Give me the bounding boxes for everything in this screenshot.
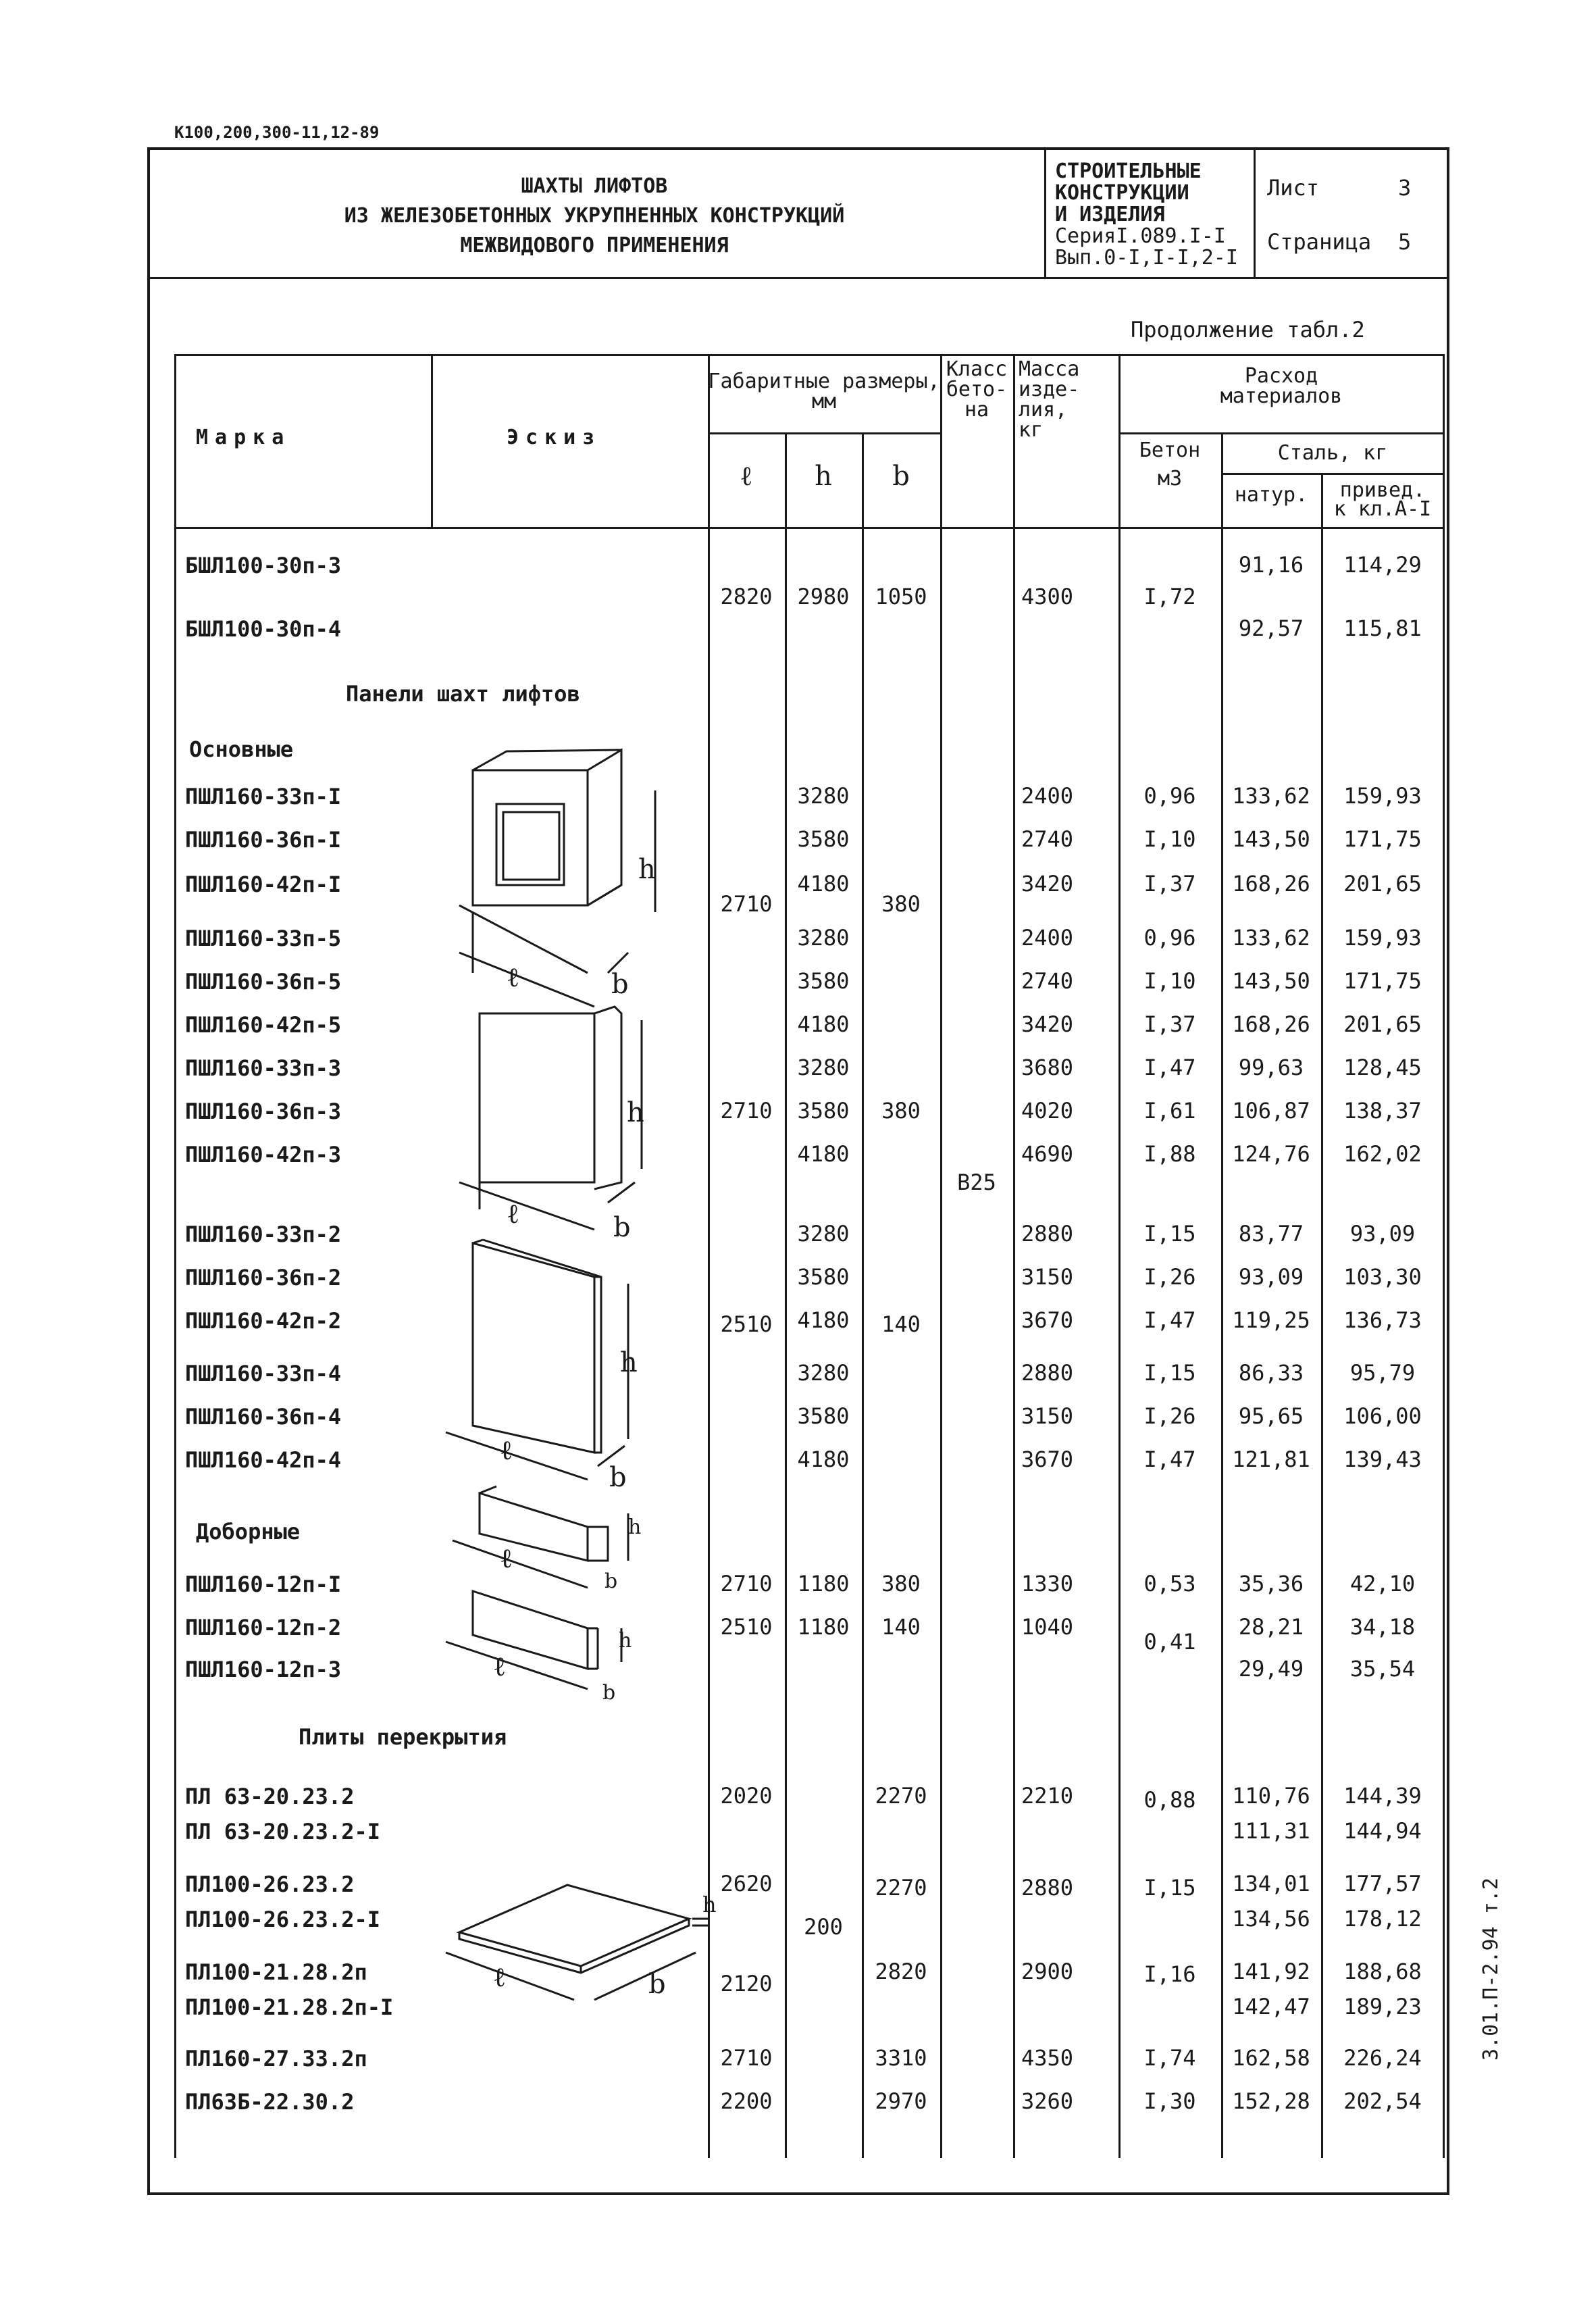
merged-cell-conc: I,16 (1143, 1961, 1196, 1987)
row-mark: БШЛ100-30п-4 (185, 616, 342, 642)
svg-text:h: h (628, 1515, 642, 1539)
cell-nat: 133,62 (1232, 783, 1310, 809)
cell-red: 128,45 (1343, 1055, 1422, 1080)
row-mark: ПШЛ160-36п-2 (185, 1265, 342, 1290)
svg-text:h: h (702, 1892, 717, 1917)
cell-nat: 143,50 (1232, 968, 1310, 994)
cell-nat: 152,28 (1232, 2088, 1310, 2114)
cell-nat: 111,31 (1232, 1818, 1310, 1844)
cell-nat: 162,58 (1232, 2045, 1310, 2071)
cell-nat: 35,36 (1238, 1571, 1304, 1596)
cell-red: 139,43 (1343, 1447, 1422, 1472)
merged-cell-b: 2270 (875, 1875, 927, 1901)
cell-red: 114,29 (1343, 552, 1422, 578)
header-mass-line-4: кг (1019, 418, 1044, 442)
cell-h: 3280 (797, 1221, 850, 1247)
header-mass (1013, 359, 1118, 441)
cell-h: 3580 (797, 1403, 850, 1429)
cell-nat: 28,21 (1238, 1614, 1304, 1640)
section-additional: Доборные (196, 1519, 301, 1544)
cell-l: 2200 (720, 2088, 773, 2114)
row-mark: ПШЛ160-36п-I (185, 827, 342, 853)
cell-nat: 133,62 (1232, 925, 1310, 951)
row-mark: ПШЛ160-42п-5 (185, 1012, 342, 1038)
sheet-label: Лист (1267, 175, 1320, 201)
merged-cell-b: 380 (881, 891, 921, 917)
svg-text:b: b (613, 1212, 631, 1243)
title-divider-1 (1044, 147, 1046, 277)
continuation-note: Продолжение табл.2 (1131, 317, 1365, 343)
cell-nat: 143,50 (1232, 826, 1310, 852)
merged-cell-b: 140 (881, 1614, 921, 1640)
header-reduced-line-2: к кл.А-I (1333, 497, 1432, 521)
cell-mass: 3150 (1021, 1403, 1074, 1429)
series-line-1: СТРОИТЕЛЬНЫЕ (1055, 159, 1202, 183)
merged-cell-mass: 2900 (1021, 1959, 1074, 1984)
cell-h: 4180 (797, 1011, 850, 1037)
cell-conc: I,37 (1143, 1011, 1196, 1037)
cell-red: 188,68 (1343, 1959, 1422, 1984)
header-reduced (1321, 478, 1444, 521)
page-label: Страница (1267, 229, 1372, 255)
row-mark: ПЛ 63-20.23.2-I (185, 1819, 380, 1844)
cell-nat: 168,26 (1232, 871, 1310, 897)
svg-text:b: b (648, 1969, 666, 2000)
cell-nat: 142,47 (1232, 1994, 1310, 2019)
svg-text:ℓ: ℓ (507, 962, 520, 993)
row-mark: ПШЛ160-33п-5 (185, 926, 342, 951)
merged-cell-conc: 0,88 (1143, 1787, 1196, 1813)
header-h: h (815, 461, 832, 492)
row-mark: ПШЛ160-42п-3 (185, 1142, 342, 1167)
cell-mass: 1330 (1021, 1571, 1074, 1596)
cell-nat: 91,16 (1238, 552, 1304, 578)
cell-nat: 92,57 (1238, 615, 1304, 641)
cell-conc: 0,96 (1143, 783, 1196, 809)
title-line-3: МЕЖВИДОВОГО ПРИМЕНЕНИЯ (460, 234, 729, 257)
cell-h: 3580 (797, 1098, 850, 1124)
merged-cell-l: 2510 (720, 1311, 773, 1337)
cell-nat: 119,25 (1232, 1307, 1310, 1333)
cell-conc: I,37 (1143, 871, 1196, 897)
header-sketch: Эскиз (507, 426, 602, 449)
cell-red: 159,93 (1343, 925, 1422, 951)
dims-subheader-line (708, 432, 940, 434)
header-mass-line-3: лия, (1019, 398, 1068, 422)
header-mass-line-2: изде- (1019, 378, 1080, 401)
cell-nat: 95,65 (1238, 1403, 1304, 1429)
merged-cell-b: 140 (881, 1311, 921, 1337)
title-divider-2 (1254, 147, 1256, 277)
header-class-line-1: Класс (946, 357, 1008, 381)
svg-text:b: b (609, 1462, 627, 1493)
row-mark: ПШЛ160-36п-5 (185, 969, 342, 995)
merged-cell-l: 2510 (720, 1614, 773, 1640)
table-header-bottom-line (174, 527, 1444, 529)
svg-text:b: b (604, 1569, 618, 1593)
merged-cell-mass: 2210 (1021, 1783, 1074, 1809)
header-dims: Габаритные размеры, мм (708, 370, 940, 413)
header-consumption-line-2: материалов (1220, 384, 1343, 408)
merged-cell-l: 2020 (720, 1783, 773, 1809)
cell-red: 42,10 (1349, 1571, 1416, 1596)
merged-cell-b: 2270 (875, 1783, 927, 1809)
steel-subheader-line (1221, 473, 1444, 475)
header-l: ℓ (740, 461, 753, 492)
cell-red: 136,73 (1343, 1307, 1422, 1333)
col-line-natural (1221, 432, 1223, 2158)
cell-h: 3580 (797, 826, 850, 852)
merged-cell-mass: 1040 (1021, 1614, 1074, 1640)
cell-h: 3580 (797, 1264, 850, 1290)
cell-red: 159,93 (1343, 783, 1422, 809)
merged-cell-l: 2710 (720, 891, 773, 917)
row-mark: ПШЛ160-36п-4 (185, 1404, 342, 1430)
cell-red: 138,37 (1343, 1098, 1422, 1124)
header-natural: натур. (1234, 483, 1308, 507)
header-concrete (1118, 438, 1221, 491)
col-line-mass (1013, 354, 1015, 2158)
cell-conc: 0,96 (1143, 925, 1196, 951)
cell-mass: 2880 (1021, 1221, 1074, 1247)
cell-red: 171,75 (1343, 968, 1422, 994)
vertical-code: 3.01.П-2.94 т.2 (1479, 1878, 1503, 2061)
cell-conc: I,47 (1143, 1447, 1196, 1472)
cell-mass: 2400 (1021, 783, 1074, 809)
row-mark: ПШЛ160-33п-I (185, 784, 342, 809)
merged-cell-b: 1050 (875, 584, 927, 609)
cell-mass: 4350 (1021, 2045, 1074, 2071)
cell-mass: 3420 (1021, 1011, 1074, 1037)
section-main: Основные (189, 736, 294, 762)
title-line-2: ИЗ ЖЕЛЕЗОБЕТОННЫХ УКРУПНЕННЫХ КОНСТРУКЦИЙ (344, 204, 845, 228)
svg-text:b: b (602, 1681, 616, 1705)
title-line-1: ШАХТЫ ЛИФТОВ (521, 174, 668, 198)
merged-cell-mass: 2880 (1021, 1875, 1074, 1901)
cell-nat: 124,76 (1232, 1141, 1310, 1167)
header-consumption (1118, 366, 1444, 407)
cell-red: 106,00 (1343, 1403, 1422, 1429)
merged-cell-b: 2820 (875, 1959, 927, 1984)
cell-conc: 0,53 (1143, 1571, 1196, 1596)
series-line-3: И ИЗДЕЛИЯ (1055, 203, 1165, 226)
cell-h: 3280 (797, 1360, 850, 1386)
cell-nat: 168,26 (1232, 1011, 1310, 1037)
section-slabs: Плиты перекрытия (299, 1724, 507, 1750)
cell-l: 2710 (720, 1571, 773, 1596)
cell-red: 171,75 (1343, 826, 1422, 852)
cell-nat: 134,56 (1232, 1906, 1310, 1932)
cell-red: 189,23 (1343, 1994, 1422, 2019)
row-mark: ПШЛ160-12п-I (185, 1571, 342, 1597)
cell-h: 3280 (797, 925, 850, 951)
merged-cell-h: 1180 (797, 1614, 850, 1640)
cell-h: 3580 (797, 968, 850, 994)
cell-nat: 106,87 (1232, 1098, 1310, 1124)
sheet-number: 3 (1398, 175, 1412, 201)
series-line-2: КОНСТРУКЦИИ (1055, 181, 1189, 205)
header-reduced-line-1: привед. (1339, 478, 1426, 502)
header-mass-line-1: Масса (1019, 357, 1080, 381)
merged-cell-h: 2980 (797, 584, 850, 609)
document-code: К100,200,300-11,12-89 (174, 123, 380, 142)
merged-cell-conc: I,15 (1143, 1875, 1196, 1901)
header-concrete-line-1: Бетон (1139, 438, 1201, 462)
svg-text:ℓ: ℓ (493, 1962, 507, 1993)
sketch-flat-panel (432, 1236, 709, 1493)
merged-cell-mass: 4300 (1021, 584, 1074, 609)
col-line-mark-sketch (431, 354, 433, 527)
cell-conc: I,15 (1143, 1360, 1196, 1386)
sketch-corner-panel-with-window (432, 750, 709, 1007)
cell-mass: 3260 (1021, 2088, 1074, 2114)
merged-cell-l: 2820 (720, 584, 773, 609)
merged-cell-slab-height: 200 (804, 1914, 843, 1940)
cell-red: 93,09 (1349, 1221, 1416, 1247)
sketch-additional-flat (432, 1588, 702, 1703)
sketch-floor-slab (432, 1878, 717, 2013)
header-concrete-line-2: м3 (1157, 467, 1183, 491)
cell-h: 1180 (797, 1571, 850, 1596)
merged-cell-conc: I,72 (1143, 584, 1196, 609)
table-top-line (174, 354, 1444, 356)
cell-conc: I,26 (1143, 1403, 1196, 1429)
cell-red: 178,12 (1343, 1906, 1422, 1932)
merged-cell-l: 2620 (720, 1871, 773, 1896)
cell-mass: 3150 (1021, 1264, 1074, 1290)
row-mark: ПЛ100-26.23.2 (185, 1871, 355, 1897)
cell-red: 177,57 (1343, 1871, 1422, 1896)
svg-text:b: b (611, 969, 629, 1000)
section-panels: Панели шахт лифтов (346, 681, 580, 707)
cell-conc: I,15 (1143, 1221, 1196, 1247)
cell-nat: 121,81 (1232, 1447, 1310, 1472)
svg-text:h: h (627, 1097, 644, 1128)
cell-conc: I,47 (1143, 1307, 1196, 1333)
cell-h: 4180 (797, 871, 850, 897)
row-mark: ПШЛ160-33п-2 (185, 1222, 342, 1247)
cell-b: 380 (881, 1571, 921, 1596)
svg-text:ℓ: ℓ (500, 1435, 513, 1466)
cell-h: 3280 (797, 783, 850, 809)
series-block (1055, 161, 1238, 269)
cell-h: 4180 (797, 1447, 850, 1472)
cell-conc: I,10 (1143, 968, 1196, 994)
cell-mass: 2740 (1021, 826, 1074, 852)
cell-mass: 3670 (1021, 1307, 1074, 1333)
row-mark: БШЛ100-30п-3 (185, 553, 342, 578)
header-b: b (892, 461, 910, 492)
cell-h: 3280 (797, 1055, 850, 1080)
cell-mass: 2740 (1021, 968, 1074, 994)
series-line-4: СерияI.089.I-I (1055, 224, 1226, 248)
cell-mass: 3670 (1021, 1447, 1074, 1472)
consumption-subheader-line (1118, 432, 1444, 434)
cell-red: 95,79 (1349, 1360, 1416, 1386)
merged-cell-l: 2120 (720, 1971, 773, 1996)
cell-red: 144,39 (1343, 1783, 1422, 1809)
row-mark: ПЛ100-21.28.2п-I (185, 1994, 394, 2020)
cell-nat: 29,49 (1238, 1656, 1304, 1682)
row-mark: ПШЛ160-42п-2 (185, 1308, 342, 1334)
svg-text:ℓ: ℓ (500, 1543, 513, 1574)
cell-red: 226,24 (1343, 2045, 1422, 2071)
cell-nat: 83,77 (1238, 1221, 1304, 1247)
row-mark: ПЛ100-21.28.2п (185, 1959, 367, 1985)
cell-nat: 141,92 (1232, 1959, 1310, 1984)
series-line-5: Вып.0-I,I-I,2-I (1055, 246, 1238, 270)
row-mark: ПШЛ160-42п-4 (185, 1447, 342, 1473)
cell-red: 34,18 (1349, 1614, 1416, 1640)
cell-red: 103,30 (1343, 1264, 1422, 1290)
title-block-bottom-line (147, 277, 1449, 279)
cell-mass: 3680 (1021, 1055, 1074, 1080)
cell-mass: 2400 (1021, 925, 1074, 951)
cell-red: 115,81 (1343, 615, 1422, 641)
cell-h: 4180 (797, 1141, 850, 1167)
header-mark: Марка (196, 426, 291, 449)
cell-l: 2710 (720, 2045, 773, 2071)
svg-text:h: h (620, 1347, 638, 1378)
col-line-class (940, 354, 942, 2158)
cell-mass: 2880 (1021, 1360, 1074, 1386)
header-class-line-3: на (964, 398, 989, 422)
sketch-channel-panel (432, 1007, 709, 1243)
svg-text:h: h (619, 1629, 632, 1653)
cell-b: 2970 (875, 2088, 927, 2114)
cell-red: 144,94 (1343, 1818, 1422, 1844)
col-line-0 (174, 354, 176, 2158)
cell-h: 4180 (797, 1307, 850, 1333)
cell-nat: 93,09 (1238, 1264, 1304, 1290)
cell-conc: I,30 (1143, 2088, 1196, 2114)
cell-mass: 4020 (1021, 1098, 1074, 1124)
cell-mass: 3420 (1021, 871, 1074, 897)
svg-text:ℓ: ℓ (493, 1651, 507, 1682)
cell-b: 3310 (875, 2045, 927, 2071)
cell-nat: 110,76 (1232, 1783, 1310, 1809)
row-mark: ПШЛ160-42п-I (185, 872, 342, 897)
row-mark: ПЛ 63-20.23.2 (185, 1784, 355, 1809)
cell-nat: 99,63 (1238, 1055, 1304, 1080)
cell-red: 162,02 (1343, 1141, 1422, 1167)
cell-conc: I,10 (1143, 826, 1196, 852)
cell-conc: I,74 (1143, 2045, 1196, 2071)
merged-cell-l: 2710 (720, 1098, 773, 1124)
merged-cell-b: 380 (881, 1098, 921, 1124)
svg-text:ℓ: ℓ (507, 1199, 520, 1230)
header-class-line-2: бето- (946, 378, 1008, 401)
row-mark: ПШЛ160-12п-3 (185, 1657, 342, 1682)
cell-conc: I,47 (1143, 1055, 1196, 1080)
col-line-h (785, 432, 787, 2158)
svg-text:h: h (638, 854, 656, 885)
cell-nat: 134,01 (1232, 1871, 1310, 1896)
header-consumption-line-1: Расход (1244, 364, 1318, 388)
cell-mass: 4690 (1021, 1141, 1074, 1167)
row-mark: ПЛ63Б-22.30.2 (185, 2089, 355, 2115)
row-mark: ПШЛ160-33п-3 (185, 1055, 342, 1081)
header-class (940, 359, 1013, 420)
cell-conc: I,61 (1143, 1098, 1196, 1124)
cell-red: 202,54 (1343, 2088, 1422, 2114)
title-block (155, 172, 1033, 261)
cell-conc: I,88 (1143, 1141, 1196, 1167)
row-mark: ПШЛ160-36п-3 (185, 1099, 342, 1124)
cell-red: 201,65 (1343, 1011, 1422, 1037)
header-steel: Сталь, кг (1277, 441, 1388, 465)
row-mark: ПЛ100-26.23.2-I (185, 1907, 380, 1932)
sketch-additional-channel (432, 1486, 702, 1594)
merged-cell-conc: 0,41 (1143, 1629, 1196, 1655)
page-number: 5 (1398, 229, 1412, 255)
row-mark: ПШЛ160-33п-4 (185, 1361, 342, 1386)
cell-red: 201,65 (1343, 871, 1422, 897)
cell-nat: 86,33 (1238, 1360, 1304, 1386)
row-mark: ПШЛ160-12п-2 (185, 1615, 342, 1640)
concrete-class-value: В25 (957, 1169, 996, 1195)
cell-conc: I,26 (1143, 1264, 1196, 1290)
row-mark: ПЛ160-27.33.2п (185, 2046, 367, 2071)
cell-red: 35,54 (1349, 1656, 1416, 1682)
